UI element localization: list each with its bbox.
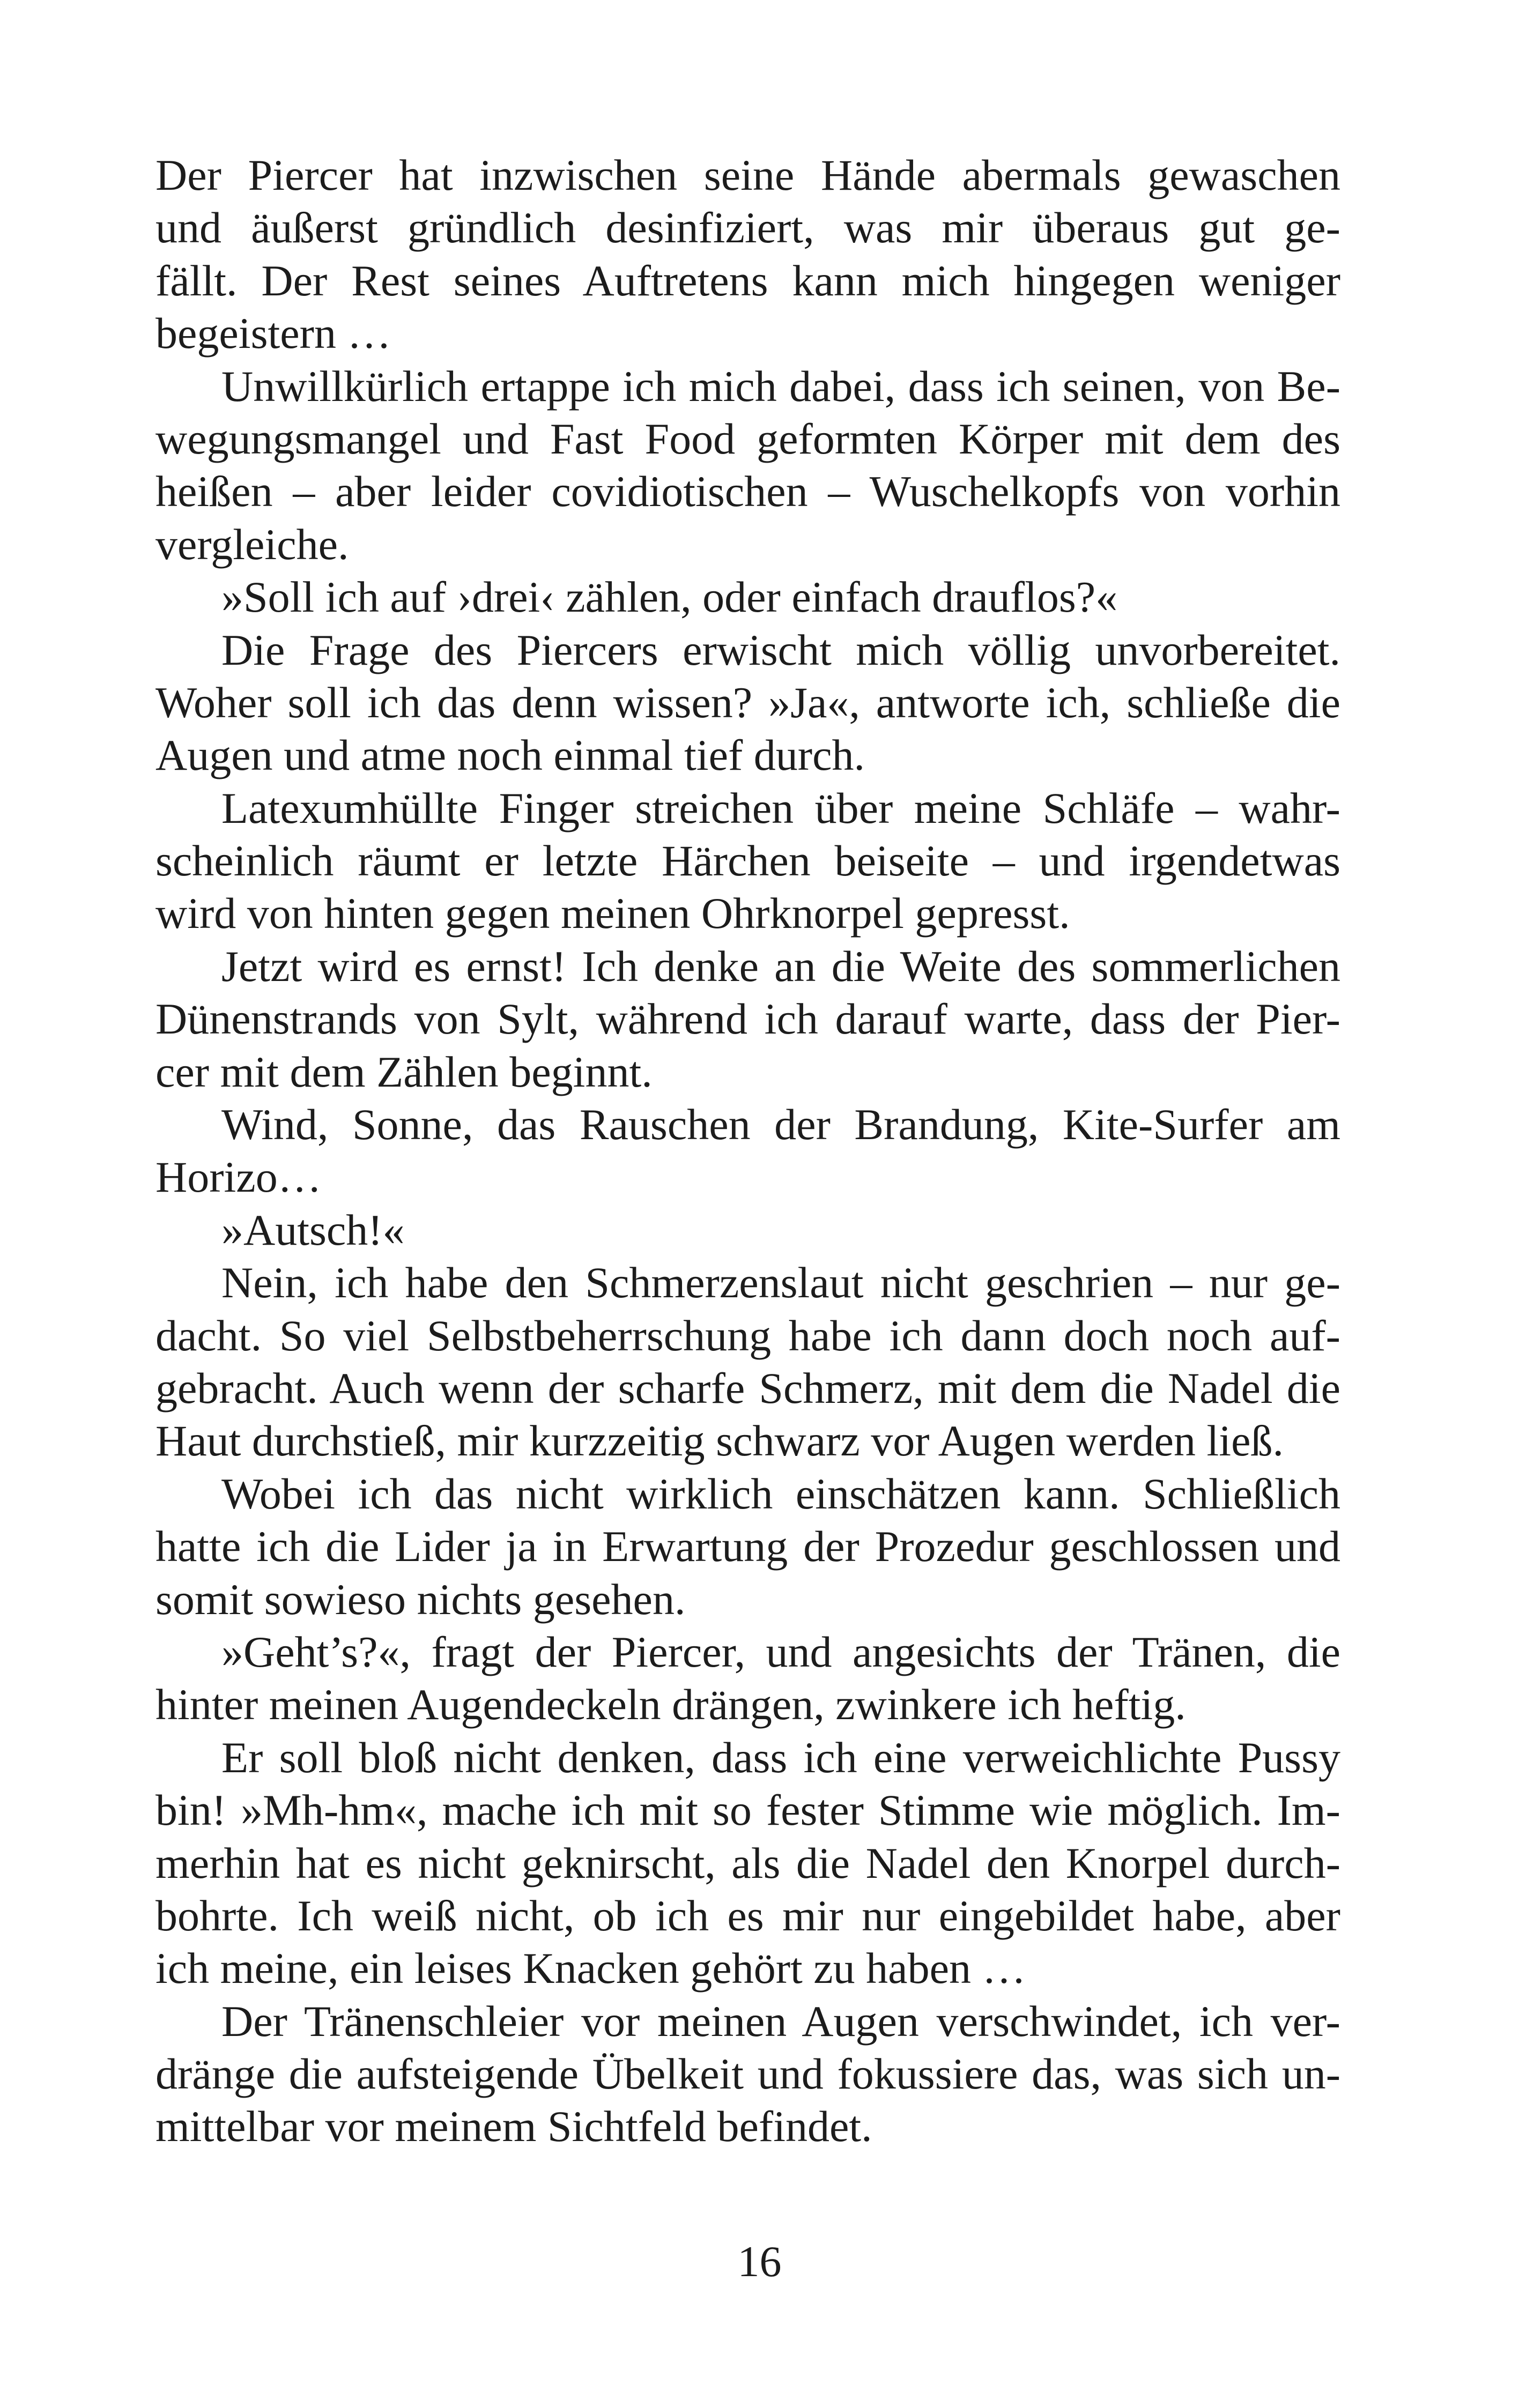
paragraph — [155, 1468, 1340, 1626]
paragraph — [155, 624, 1340, 782]
paragraph — [155, 940, 1340, 1098]
book-page-text — [155, 149, 1340, 2153]
paragraph — [155, 360, 1340, 571]
text-line: mittelbar vor meinem Sichtfeld befindet. — [155, 2102, 872, 2151]
text-line: dränge die aufsteigende Übelkeit und fokussiere das, was sich un- — [155, 2049, 1340, 2099]
paragraph — [155, 571, 1340, 623]
paragraph — [155, 1995, 1340, 2153]
text-line: ich meine, ein leises Knacken gehört zu haben … — [155, 1944, 1026, 1993]
text-line: Haut durchstieß, mir kurzzeitig schwarz vor Augen werden ließ. — [155, 1416, 1284, 1466]
paragraph — [155, 1731, 1340, 1995]
text-line: Woher soll ich das denn wissen? »Ja«, antworte ich, schließe die — [155, 678, 1340, 727]
text-line: heißen – aber leider covidiotischen – Wuschelkopfs von vorhin — [155, 467, 1340, 516]
text-line: Horizo… — [155, 1153, 322, 1202]
text-line: begeistern … — [155, 309, 391, 358]
text-line: Der Piercer hat inzwischen seine Hände abermals gewaschen — [155, 151, 1340, 199]
text-line: Dünenstrands von Sylt, während ich darauf warte, dass der Pier- — [155, 994, 1340, 1044]
text-line: bohrte. Ich weiß nicht, ob ich es mir nur eingebildet habe, aber — [155, 1891, 1340, 1940]
paragraph — [155, 782, 1340, 940]
paragraph — [155, 1257, 1340, 1468]
text-line: Wobei ich das nicht wirklich einschätzen kann. Schließlich — [221, 1469, 1340, 1518]
paragraph — [155, 1626, 1340, 1731]
text-line: Augen und atme noch einmal tief durch. — [155, 731, 865, 780]
paragraph — [155, 1098, 1340, 1204]
text-line: »Soll ich auf ›drei‹ zählen, oder einfach drauflos?« — [221, 573, 1118, 622]
text-line: und äußerst gründlich desinfiziert, was mir überaus gut ge- — [155, 203, 1340, 252]
text-line: Unwillkürlich ertappe ich mich dabei, dass ich seinen, von Be- — [221, 361, 1340, 411]
text-line: cer mit dem Zählen beginnt. — [155, 1047, 653, 1096]
text-line: »Autsch!« — [221, 1205, 405, 1254]
text-line: wegungsmangel und Fast Food geformten Körper mit dem des — [155, 414, 1340, 463]
text-line: Nein, ich habe den Schmerzenslaut nicht geschrien – nur ge- — [221, 1258, 1340, 1307]
text-line: Der Tränenschleier vor meinen Augen verschwindet, ich ver- — [221, 1996, 1340, 2046]
text-line: dacht. So viel Selbstbeherrschung habe ich dann doch noch auf- — [155, 1311, 1340, 1360]
paragraph — [155, 149, 1340, 360]
text-line: vergleiche. — [155, 519, 349, 569]
text-line: Er soll bloß nicht denken, dass ich eine verweichlichte Pussy — [221, 1733, 1340, 1782]
text-line: fällt. Der Rest seines Auftretens kann mich hingegen weniger — [155, 256, 1340, 305]
text-line: Wind, Sonne, das Rauschen der Brandung, Kite-Surfer am — [221, 1100, 1340, 1149]
text-line: »Geht’s?«, fragt der Piercer, und angesichts der Tränen, die — [221, 1627, 1340, 1676]
text-line: bin! »Mh-hm«, mache ich mit so fester Stimme wie möglich. Im- — [155, 1786, 1340, 1835]
text-line: hinter meinen Augendeckeln drängen, zwinkere ich heftig. — [155, 1680, 1186, 1729]
text-line: somit sowieso nichts gesehen. — [155, 1574, 686, 1624]
text-line: merhin hat es nicht geknirscht, als die Nadel den Knorpel durch- — [155, 1838, 1340, 1887]
text-line: gebracht. Auch wenn der scharfe Schmerz, mit dem die Nadel die — [155, 1363, 1340, 1413]
text-line: hatte ich die Lider ja in Erwartung der Prozedur geschlossen und — [155, 1522, 1340, 1571]
text-line: wird von hinten gegen meinen Ohrknorpel gepresst. — [155, 889, 1070, 938]
text-line: Latexumhüllte Finger streichen über meine Schläfe – wahr- — [221, 783, 1340, 833]
text-line: Die Frage des Piercers erwischt mich völlig unvorbereitet. — [221, 625, 1340, 674]
text-line: scheinlich räumt er letzte Härchen beiseite – und irgendetwas — [155, 836, 1340, 886]
text-line: Jetzt wird es ernst! Ich denke an die Weite des sommerlichen — [221, 941, 1340, 991]
paragraph — [155, 1204, 1340, 1257]
page-number: 16 — [737, 2237, 782, 2286]
